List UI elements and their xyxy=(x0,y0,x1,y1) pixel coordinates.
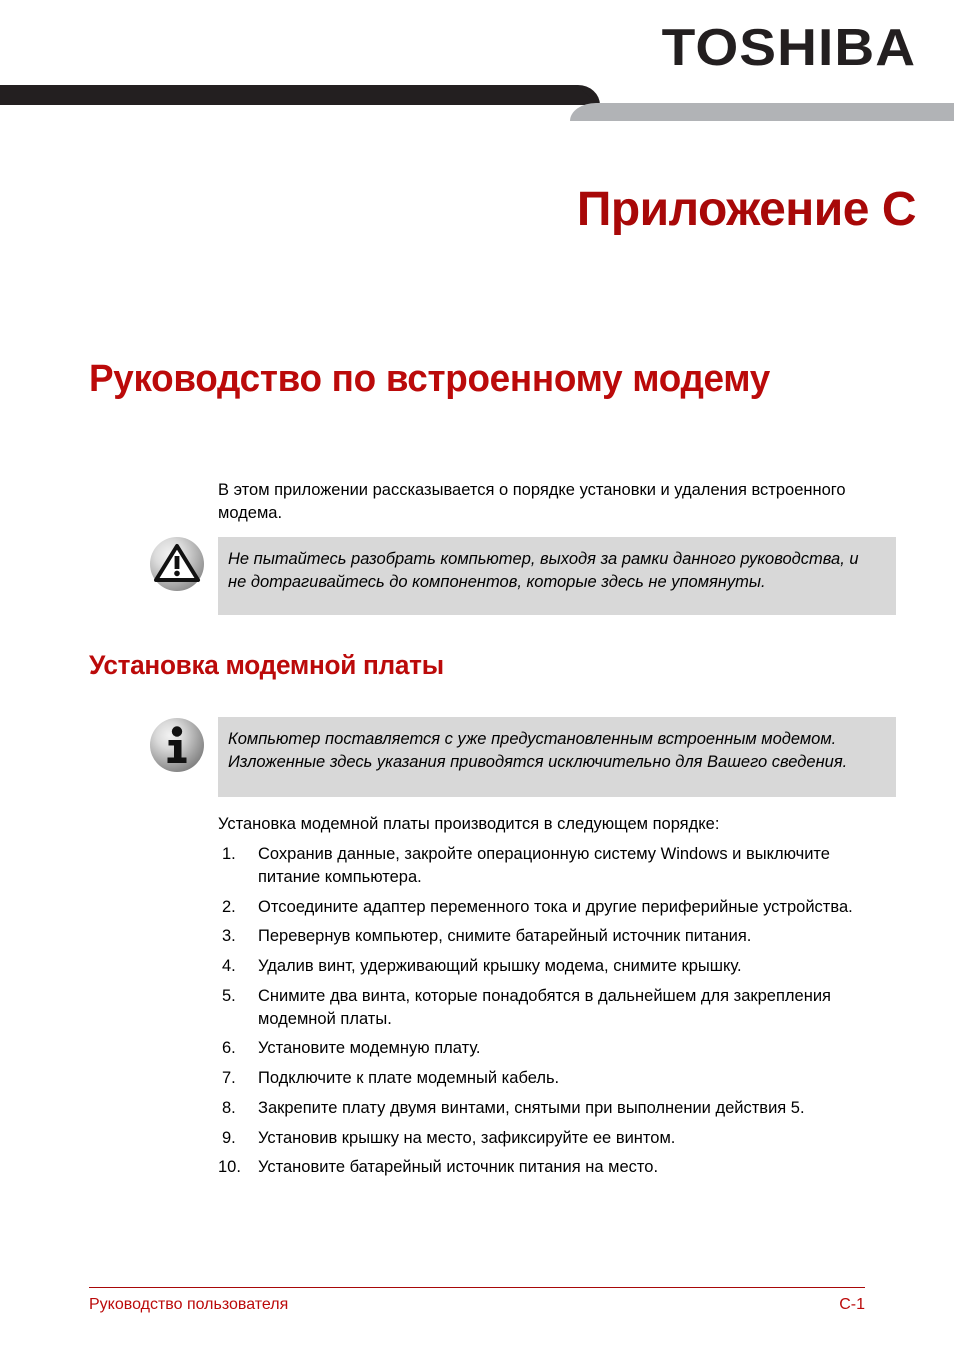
step-number: 5. xyxy=(222,986,236,1005)
step-text: Установив крышку на место, зафиксируйте ее винтом. xyxy=(258,1128,676,1147)
footer-document-title: Руководство пользователя xyxy=(89,1296,289,1313)
step-number: 2. xyxy=(222,897,236,916)
list-item xyxy=(218,1127,898,1150)
step-text: Установите модемную плату. xyxy=(258,1039,481,1058)
list-item xyxy=(218,896,898,919)
header-banner-dark xyxy=(0,85,600,105)
step-number: 3. xyxy=(222,927,236,946)
step-number: 8. xyxy=(222,1098,236,1117)
list-item xyxy=(218,925,898,948)
step-text: Снимите два винта, которые понадобятся в дальнейшем для закрепления модемной платы. xyxy=(258,986,831,1028)
warning-callout xyxy=(218,537,896,615)
step-text: Отсоедините адаптер переменного тока и другие периферийные устройства. xyxy=(258,897,853,916)
toshiba-logo: TOSHIBA xyxy=(661,19,916,77)
section-heading: Установка модемной платы xyxy=(89,650,444,680)
list-item xyxy=(218,1156,898,1179)
step-number: 1. xyxy=(222,845,236,863)
step-number: 10. xyxy=(218,1158,241,1177)
page-footer xyxy=(89,1296,865,1314)
step-text: Подключите к плате модемный кабель. xyxy=(258,1069,560,1088)
list-item xyxy=(218,1067,898,1090)
step-text: Установите батарейный источник питания на место. xyxy=(258,1158,659,1177)
step-number: 4. xyxy=(222,957,236,976)
list-intro-paragraph: Установка модемной платы производится в следующем порядке: xyxy=(218,815,720,833)
page-subtitle: Руководство по встроенному модему xyxy=(89,358,770,400)
step-number: 9. xyxy=(222,1128,236,1147)
list-item xyxy=(218,985,898,1031)
intro-paragraph: В этом приложении рассказывается о порядке установки и удаления встроенного модема. xyxy=(218,481,846,522)
page-header xyxy=(0,0,954,125)
step-number: 7. xyxy=(222,1069,236,1088)
warning-triangle-icon xyxy=(150,537,204,591)
footer-divider xyxy=(89,1287,865,1288)
step-text: Удалив винт, удерживающий крышку модема, снимите крышку. xyxy=(258,957,742,976)
list-item xyxy=(218,1037,898,1060)
info-i-icon xyxy=(150,718,204,772)
info-callout xyxy=(218,717,896,797)
info-callout-text: Компьютер поставляется с уже предустановленным встроенным модемом. Изложенные здесь указания приводятся исключительно для Вашего сведения. xyxy=(228,730,848,772)
step-text: Сохранив данные, закройте операционную систему Windows и выключите питание компьютера. xyxy=(258,845,830,886)
step-text: Закрепите плату двумя винтами, снятыми при выполнении действия 5. xyxy=(258,1098,805,1117)
header-banner-gray xyxy=(570,103,954,121)
list-item xyxy=(218,955,898,978)
page-title: Приложение C xyxy=(576,183,916,236)
list-item xyxy=(218,1097,898,1120)
installation-steps-list xyxy=(218,843,898,1186)
list-item xyxy=(218,843,898,889)
step-text: Перевернув компьютер, снимите батарейный источник питания. xyxy=(258,927,752,946)
warning-callout-text: Не пытайтесь разобрать компьютер, выходя за рамки данного руководства, и не дотрагивайтесь до компонентов, которые здесь не упомянуты. xyxy=(228,550,859,592)
step-number: 6. xyxy=(222,1039,236,1058)
footer-page-number: C-1 xyxy=(839,1296,865,1313)
